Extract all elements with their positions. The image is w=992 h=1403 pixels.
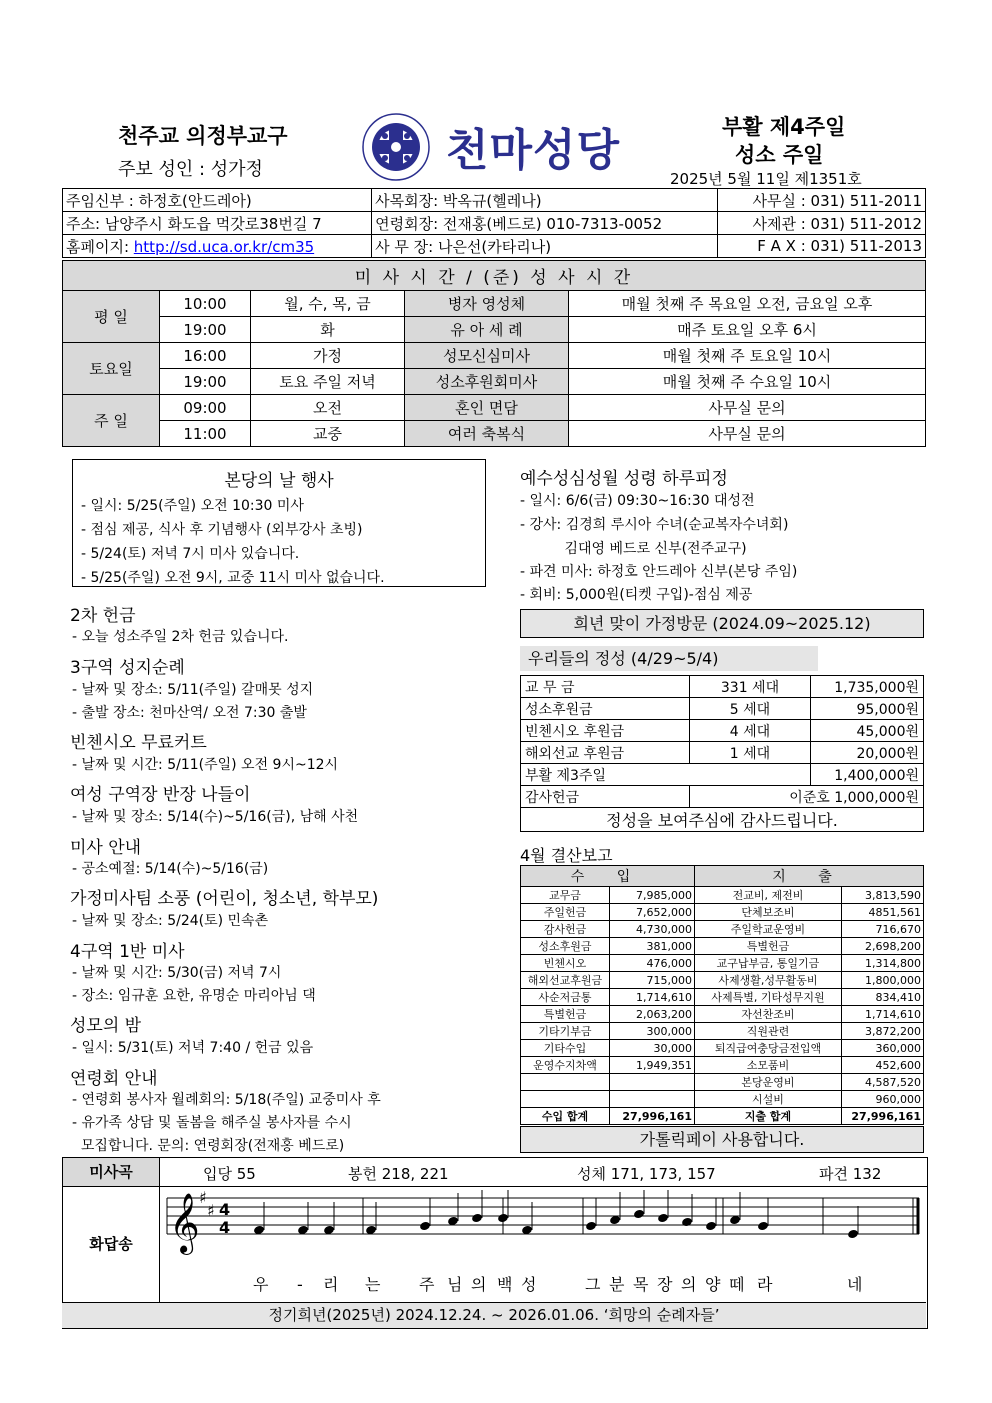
finance-row <box>521 1091 924 1108</box>
section-line: - 출발 장소: 천마산역/ 오전 7:30 출발 <box>72 705 307 721</box>
income-amount: 1,949,351 <box>610 1057 695 1074</box>
expense-amount: 4,587,520 <box>842 1074 924 1091</box>
section-line: - 날짜 및 시간: 5/30(금) 저녁 7시 <box>72 965 282 981</box>
income-item: 운영수지차액 <box>521 1057 610 1074</box>
section-title: 4구역 1반 미사 <box>70 942 185 962</box>
sacrament: 여러 축복식 <box>405 421 569 447</box>
catholic-pay-banner: 가톨릭페이 사용합니다. <box>520 1126 924 1153</box>
sacrament-time: 매월 첫째 주 수요일 10시 <box>569 369 926 395</box>
lyric-syllable: 양 <box>705 1275 721 1294</box>
finance-row <box>521 989 924 1006</box>
section-line: - 일시: 5/31(토) 저녁 7:40 / 헌금 있음 <box>72 1040 314 1056</box>
expense-item: 시설비 <box>695 1091 842 1108</box>
sending-hymn: 파견 132 <box>819 1165 882 1183</box>
offering-amount: 1,735,000원 <box>811 676 924 698</box>
day-sunday: 주 일 <box>63 395 160 447</box>
expense-item: 사제생활,성무활동비 <box>695 972 842 989</box>
expense-item: 전교비, 제전비 <box>695 887 842 904</box>
income-total: 27,996,161 <box>610 1108 695 1125</box>
income-item: 성소후원금 <box>521 938 610 955</box>
expense-amount: 716,670 <box>842 921 924 938</box>
income-amount: 715,000 <box>610 972 695 989</box>
income-amount: 2,063,200 <box>610 1006 695 1023</box>
lyric-syllable: 의 <box>681 1275 697 1294</box>
address: 주소: 남양주시 화도읍 먹갓로38번길 7 <box>63 212 372 235</box>
fax-number: F A X : 031) 511-2013 <box>718 235 926 258</box>
income-item: 특별헌금 <box>521 1006 610 1023</box>
jubilee-footer: 정기희년(2025년) 2024.12.24. ~ 2026.01.06. ‘희망의 순례자들’ <box>62 1302 926 1328</box>
retreat-title: 예수성심성월 성령 하루피정 <box>520 469 728 489</box>
offering-count: 5 세대 <box>690 698 811 720</box>
section-line: - 공소예절: 5/14(수)~5/16(금) <box>72 861 269 877</box>
income-amount: 300,000 <box>610 1023 695 1040</box>
mass-time: 09:00 <box>160 395 251 421</box>
offering-name: 빈첸시오 후원금 <box>521 720 690 742</box>
event-line: - 5/24(토) 저녁 7시 미사 있습니다. <box>81 546 300 562</box>
pastor: 주임신부 : 하정호(안드레아) <box>63 189 372 212</box>
expense-item: 사제특별, 기타성무지원 <box>695 989 842 1006</box>
note-head <box>847 1229 859 1240</box>
home-visit-banner: 희년 맞이 가정방문 (2024.09~2025.12) <box>520 609 924 638</box>
sacrament-time: 매월 첫째 주 목요일 오전, 금요일 오후 <box>569 291 926 317</box>
income-amount <box>610 1091 695 1108</box>
section-line: - 유가족 상담 및 돌봄을 해주실 봉사자를 수시 <box>72 1115 352 1131</box>
expense-amount: 360,000 <box>842 1040 924 1057</box>
section-title: 미사 안내 <box>70 838 142 858</box>
lyric-syllable: 라 <box>757 1275 773 1294</box>
expense-amount: 834,410 <box>842 989 924 1006</box>
income-item: 감사헌금 <box>521 921 610 938</box>
section-title: 2차 헌금 <box>70 606 136 626</box>
income-amount: 7,652,000 <box>610 904 695 921</box>
expense-item: 퇴직급여충당금전입액 <box>695 1040 842 1057</box>
homepage <box>63 235 372 258</box>
expense-item: 주일학교운영비 <box>695 921 842 938</box>
expense-amount: 960,000 <box>842 1091 924 1108</box>
note-head <box>585 1221 597 1232</box>
section-title: 빈첸시오 무료커트 <box>70 733 207 753</box>
treble-clef-icon: 𝄞 <box>169 1193 200 1253</box>
offering-count: 1 세대 <box>690 742 811 764</box>
issue-date: 2025년 5월 11일 제1351호 <box>670 170 862 188</box>
diocese-seal-icon <box>356 112 436 182</box>
offering-name: 성소후원금 <box>521 698 690 720</box>
lyric-syllable: 백 <box>497 1275 513 1294</box>
finance-row <box>521 904 924 921</box>
mass-desc: 교중 <box>251 421 405 447</box>
sacrament: 성소후원회미사 <box>405 369 569 395</box>
psalm-staff <box>163 1190 923 1300</box>
expense-item: 직원관련 <box>695 1023 842 1040</box>
expense-amount: 4851,561 <box>842 904 924 921</box>
retreat-line: 김대영 베드로 신부(전주교구) <box>520 541 747 557</box>
mass-time: 19:00 <box>160 369 251 395</box>
offering-name: 해외선교 후원금 <box>521 742 690 764</box>
offering-amount: 20,000원 <box>811 742 924 764</box>
finance-row <box>521 955 924 972</box>
mass-time: 16:00 <box>160 343 251 369</box>
section-title: 연령회 안내 <box>70 1069 158 1089</box>
lyric-syllable: 네 <box>847 1275 863 1294</box>
sharp-icon: ♯ <box>207 1201 215 1220</box>
retreat-line: - 일시: 6/6(금) 09:30~16:30 대성전 <box>520 493 755 509</box>
lyric-syllable: 리 <box>323 1275 339 1294</box>
homepage-link[interactable]: http://sd.uca.or.kr/cm35 <box>133 237 315 256</box>
income-total-label: 수입 합계 <box>521 1108 610 1125</box>
offering-count: 4 세대 <box>690 720 811 742</box>
finance-row <box>521 972 924 989</box>
elder-chair: 연령회장: 전재홍(베드로) 010-7313-0052 <box>372 212 718 235</box>
section-line: - 오늘 성소주일 2차 헌금 있습니다. <box>72 629 289 645</box>
offering-amount: 95,000원 <box>811 698 924 720</box>
hymn-bar <box>63 1158 927 1187</box>
expense-item: 교구납부금, 통일기금 <box>695 955 842 972</box>
rectory-phone: 사제관 : 031) 511-2012 <box>718 212 926 235</box>
expense-item: 본당운영비 <box>695 1074 842 1091</box>
offering-count: 331 세대 <box>690 676 811 698</box>
sacrament: 유 아 세 례 <box>405 317 569 343</box>
feast-name: 성소 주일 <box>735 143 824 167</box>
section-line: - 연령회 봉사자 월례회의: 5/18(주일) 교중미사 후 <box>72 1092 381 1108</box>
expense-item: 소모품비 <box>695 1057 842 1074</box>
sacrament: 성모신심미사 <box>405 343 569 369</box>
finance-row <box>521 887 924 904</box>
lyric-syllable: 님 <box>447 1275 463 1294</box>
sacrament-time: 매주 토요일 오후 6시 <box>569 317 926 343</box>
income-item: 기타수입 <box>521 1040 610 1057</box>
income-item <box>521 1074 610 1091</box>
income-item: 기타기부금 <box>521 1023 610 1040</box>
section-title: 여성 구역장 반장 나들이 <box>70 785 251 805</box>
note-head <box>705 1221 717 1232</box>
income-item: 교무금 <box>521 887 610 904</box>
income-amount <box>610 1074 695 1091</box>
mass-schedule-title: 미 사 시 간 / (준) 성 사 시 간 <box>63 261 926 291</box>
lyric-syllable: 우 <box>253 1275 269 1294</box>
income-amount: 30,000 <box>610 1040 695 1057</box>
homepage-label: 홈페이지: <box>66 237 134 256</box>
office-phone: 사무실 : 031) 511-2011 <box>718 189 926 212</box>
event-line: - 5/25(주일) 오전 9시, 교중 11시 미사 없습니다. <box>81 570 385 586</box>
diocese-name: 천주교 의정부교구 <box>118 124 288 148</box>
section-title: 3구역 성지순례 <box>70 658 185 678</box>
note-head <box>633 1209 645 1220</box>
lyric-syllable: 그 <box>585 1275 601 1294</box>
lyric-syllable: 떼 <box>729 1275 745 1294</box>
expense-header: 지 출 <box>695 866 924 887</box>
expense-item: 자선찬조비 <box>695 1006 842 1023</box>
expense-item: 특별헌금 <box>695 938 842 955</box>
retreat-line: - 강사: 김경희 루시아 수녀(순교복자수녀회) <box>520 517 789 533</box>
sacrament-time: 매월 첫째 주 토요일 10시 <box>569 343 926 369</box>
mass-time: 10:00 <box>160 291 251 317</box>
retreat-line: - 회비: 5,000원(티켓 구입)-점심 제공 <box>520 587 753 603</box>
parish-name: 천마성당 <box>446 125 621 176</box>
finance-row <box>521 1074 924 1091</box>
finance-table <box>520 865 924 1125</box>
lyric-syllable: 분 <box>609 1275 625 1294</box>
finance-row <box>521 921 924 938</box>
section-line: - 날짜 및 장소: 5/24(토) 민속촌 <box>72 913 269 929</box>
sacrament-time: 사무실 문의 <box>569 395 926 421</box>
section-line: - 장소: 임규훈 요한, 유명순 마리아님 댁 <box>72 988 316 1004</box>
lyric-syllable: 장 <box>657 1275 673 1294</box>
psalm-label: 화답송 <box>63 1187 160 1302</box>
expense-amount: 1,714,610 <box>842 1006 924 1023</box>
lyric-syllable: 목 <box>633 1275 649 1294</box>
retreat-line: - 파견 미사: 하정호 안드레아 신부(본당 주임) <box>520 564 798 580</box>
lyric-syllable: 의 <box>471 1275 487 1294</box>
sacrament-time: 사무실 문의 <box>569 421 926 447</box>
entrance-hymn: 입당 55 <box>203 1165 256 1183</box>
expense-amount: 2,698,200 <box>842 938 924 955</box>
section-line: - 날짜 및 시간: 5/11(주일) 오전 9시~12시 <box>72 757 339 773</box>
expense-item: 단체보조비 <box>695 904 842 921</box>
parish-day-title: 본당의 날 행사 <box>224 471 334 491</box>
expense-total: 27,996,161 <box>842 1108 924 1125</box>
note-head <box>657 1213 669 1224</box>
event-line: - 점심 제공, 식사 후 기념행사 (외부강사 초빙) <box>81 522 363 538</box>
time-signature: 4 <box>219 1218 231 1237</box>
income-item <box>521 1091 610 1108</box>
offertory-hymn: 봉헌 218, 221 <box>348 1165 449 1183</box>
income-amount: 7,985,000 <box>610 887 695 904</box>
mass-desc: 오전 <box>251 395 405 421</box>
sacrament: 병자 영성체 <box>405 291 569 317</box>
section-line: - 날짜 및 장소: 5/14(수)~5/16(금), 남해 사천 <box>72 809 359 825</box>
lyric-syllable: 는 <box>365 1275 381 1294</box>
note-head <box>419 1221 431 1232</box>
expense-amount: 1,314,800 <box>842 955 924 972</box>
offering-name: 교 무 금 <box>521 676 690 698</box>
note-head <box>471 1213 483 1224</box>
expense-total-label: 지출 합계 <box>695 1108 842 1125</box>
note-head <box>757 1221 769 1232</box>
expense-amount: 1,800,000 <box>842 972 924 989</box>
thanks-label: 감사헌금 <box>521 786 690 808</box>
lyric-syllable: 주 <box>419 1275 435 1294</box>
income-item: 주일헌금 <box>521 904 610 921</box>
time-signature: 4 <box>219 1200 231 1219</box>
section-title: 성모의 밤 <box>70 1016 142 1036</box>
income-item: 사순저금통 <box>521 989 610 1006</box>
finance-row <box>521 1040 924 1057</box>
patron-saint: 주보 성인 : 성가정 <box>118 159 263 180</box>
income-amount: 476,000 <box>610 955 695 972</box>
mass-desc: 월, 수, 목, 금 <box>251 291 405 317</box>
mass-hymn-label: 미사곡 <box>63 1158 160 1186</box>
income-item: 해외선교후원금 <box>521 972 610 989</box>
sharp-icon: ♯ <box>199 1190 207 1207</box>
day-saturday: 토요일 <box>63 343 160 395</box>
income-amount: 4,730,000 <box>610 921 695 938</box>
finance-row <box>521 938 924 955</box>
mass-desc: 가정 <box>251 343 405 369</box>
lyric-syllable: 성 <box>521 1275 537 1294</box>
day-weekday: 평 일 <box>63 291 160 343</box>
communion-hymn: 성체 171, 173, 157 <box>577 1165 716 1183</box>
finance-row <box>521 1006 924 1023</box>
council-chair: 사목회장: 박옥규(헬레나) <box>372 189 718 212</box>
finance-row <box>521 1057 924 1074</box>
parish-logo <box>356 112 626 182</box>
offering-table <box>520 675 924 832</box>
section-line: - 날짜 및 장소: 5/11(주일) 갈매못 성지 <box>72 682 314 698</box>
expense-amount: 3,872,200 <box>842 1023 924 1040</box>
parish-day-box <box>72 459 486 587</box>
section-line: 모집합니다. 문의: 연령회장(전재홍 베드로) <box>72 1138 345 1154</box>
income-amount: 381,000 <box>610 938 695 955</box>
offering-title: 우리들의 정성 (4/29~5/4) <box>520 646 818 671</box>
liturgical-sunday: 부활 제4주일 <box>722 115 846 139</box>
income-amount: 1,714,610 <box>610 989 695 1006</box>
clerk: 사 무 장: 나은선(카타리나) <box>372 235 718 258</box>
contact-info-table <box>62 188 926 258</box>
event-line: - 일시: 5/25(주일) 오전 10:30 미사 <box>81 498 304 514</box>
offering-amount: 1,400,000원 <box>811 764 924 786</box>
income-header: 수 입 <box>521 866 695 887</box>
note-head <box>681 1217 693 1228</box>
expense-amount: 3,813,590 <box>842 887 924 904</box>
expense-amount: 452,600 <box>842 1057 924 1074</box>
offering-thanks-footer: 정성을 보여주심에 감사드립니다. <box>521 808 924 832</box>
mass-schedule-table <box>62 260 926 447</box>
offering-amount: 45,000원 <box>811 720 924 742</box>
section-title: 가정미사팀 소풍 (어린이, 청소년, 학부모) <box>70 889 379 909</box>
mass-desc: 토요 주일 저녁 <box>251 369 405 395</box>
finance-title: 4월 결산보고 <box>520 846 613 865</box>
thanks-value: 이준호 1,000,000원 <box>690 786 924 808</box>
mass-desc: 화 <box>251 317 405 343</box>
lyric-syllable: - <box>297 1275 303 1294</box>
mass-time: 11:00 <box>160 421 251 447</box>
income-item: 빈첸시오 <box>521 955 610 972</box>
finance-row <box>521 1023 924 1040</box>
sacrament: 혼인 면담 <box>405 395 569 421</box>
mass-time: 19:00 <box>160 317 251 343</box>
offering-name: 부활 제3주일 <box>521 764 811 786</box>
